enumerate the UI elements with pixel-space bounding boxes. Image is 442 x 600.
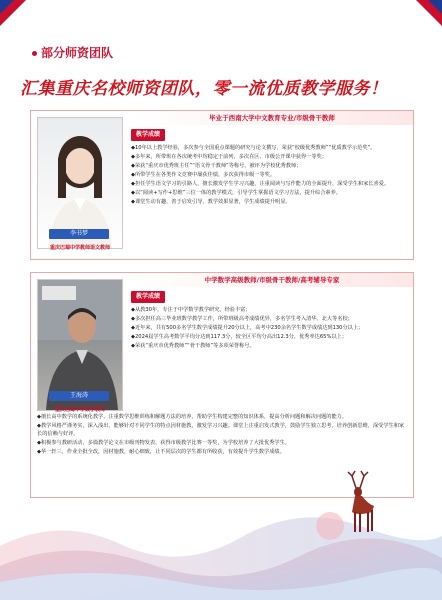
list-item: ◆擅长高中数学的系统化教学，注重数学思维训练和解题方法的培养，帮助学生构建完整的知识体系，提高分析问题和解决问题的能力。 [37, 414, 348, 420]
list-item: ◆多年来，所带班在各次统考中均稳定于前列，多次在区、市级公开课中获得一等奖； [131, 154, 327, 160]
list-item: ◆2024届学生高考数学平均分达到117.3分，较全区平均分高出12.3分，优秀率达65%以上； [131, 334, 347, 340]
list-item: ◆以“阅读+写作+思维”三位一体的教学模式，引导学生掌握语文学习方法，提升综合素养。 [131, 190, 341, 196]
deer-illustration-icon [328, 470, 388, 540]
achievement-tag-1: 教学成绩 [131, 129, 165, 141]
slogan: 汇集重庆名校师资团队，零一流优质教学服务！ [20, 79, 388, 99]
list-item: ◆课堂生动有趣，善于启发引导，教学效果显著，学生成绩提升明显。 [131, 199, 291, 205]
teacher-achievements-1 [131, 144, 407, 207]
achievement-tag-2: 教学成绩 [131, 291, 165, 303]
teacher-card-1 [30, 110, 414, 260]
list-item: ◆多次担任高三毕业班数学教学工作，所带班级高考成绩优异，多名学生考入清华、北大等名校； [131, 316, 353, 322]
teacher-header-2: 中学数学高级教师/市级骨干教师/高考辅导专家 [131, 273, 413, 287]
list-item: ◆担任学生语文学习的引路人，擅长激发学生学习兴趣，注重阅读与写作能力的全面提升，深受学生和家长喜爱。 [131, 181, 390, 187]
teacher-name-2: 王海涛 [49, 391, 109, 401]
teacher-achievements-2 [131, 306, 407, 351]
teacher-school-2: 重庆巴蜀中学数学教师 [54, 407, 105, 413]
corner-decoration-right-inner [428, 0, 442, 14]
list-item: ◆教学风格严谨务实，深入浅出，能够针对不同学生的特点因材施教，激发学习兴趣。课堂上注重启发式教学，鼓励学生独立思考，培养创新思维，深受学生和家长的信赖与好评。 [37, 423, 405, 437]
list-item: ◆荣获“重庆市优秀教师”“骨干教师”等多项荣誉称号。 [131, 343, 255, 349]
section-title: 部分师资团队 [32, 44, 113, 61]
teacher-name-1: 李书梦 [49, 229, 109, 239]
list-item: ◆10年以上教学经验，多次参与全国重点课题的研究与论文撰写，荣获“校级优秀教师”“优质教学示范奖”。 [131, 145, 376, 151]
list-item: ◆从教30年，专注于中学数学教学研究，经验丰富； [131, 307, 251, 313]
bullet-dot-icon [32, 51, 37, 56]
teacher-header-1: 毕业于西南大学中文教育专业/市级骨干教师 [131, 111, 413, 125]
list-item: ◆荣获“重庆市优秀班主任”“语文骨干教师”等称号，被评为学校优秀教师； [131, 163, 302, 169]
list-item: ◆所带学生在各类作文竞赛中屡获佳绩，多次获得市级一等奖。 [131, 172, 276, 178]
teacher-school-1: 重庆巴蜀中学教师语文教师 [49, 245, 110, 251]
list-item: ◆积极参与教研活动，多篇教学论文在市级刊物发表，获得市级教学比赛一等奖，为学校培养了大批优秀学生。 [37, 440, 290, 446]
teacher-description-2 [37, 413, 407, 457]
teacher-card-2 [30, 272, 414, 498]
list-item: ◆近年来，共有500多名学生数学成绩提升20分以上，高考中230余名学生数学成绩达到130分以上； [131, 325, 364, 331]
list-item: ◆华一轩三，作业全批全改，因材施教，耐心细致，让不同层次的学生都有所收获，有效提升学生数学成绩。 [37, 449, 285, 455]
corner-decoration-left-inner [0, 0, 14, 14]
